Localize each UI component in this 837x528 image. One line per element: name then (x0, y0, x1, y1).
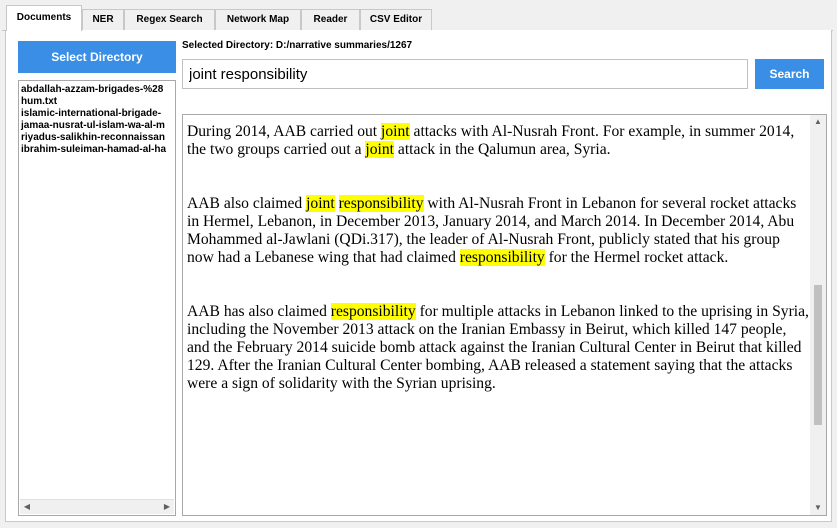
document-paragraph (187, 303, 809, 393)
paragraph-text: with Al-Nusrah Front in Lebanon for several rocket attacks in Hermel, Lebanon, in December 2013, January 2014, and March 2014. In December 2014, Abu Mohammed al-Jawlani (QDi.317), the leader of Al-Nusrah Front, publicly stated that his group now had a Lebanese wing that had claimed (187, 195, 797, 266)
tab-bar (0, 0, 837, 31)
tab-network-map[interactable]: Network Map (215, 9, 301, 30)
tab-regex-search[interactable]: Regex Search (124, 9, 215, 30)
document-paragraph (187, 195, 809, 267)
file-list-item[interactable]: riyadus-salikhin-reconnaissan (21, 132, 165, 143)
document-content (187, 123, 809, 429)
tab-reader[interactable]: Reader (301, 9, 360, 30)
paragraph-text: AAB has also claimed (187, 303, 331, 320)
file-list-item[interactable]: hum.txt (21, 96, 58, 107)
search-button[interactable]: Search (755, 59, 824, 89)
document-vertical-scrollbar[interactable] (810, 115, 826, 515)
file-items (20, 84, 175, 156)
search-highlight: joint (306, 195, 335, 212)
scroll-down-icon[interactable]: ▼ (814, 503, 822, 512)
search-highlight: responsibility (459, 249, 545, 266)
document-paragraph (187, 123, 809, 159)
search-highlight: joint (365, 141, 395, 158)
scroll-right-icon[interactable]: ▶ (163, 502, 171, 511)
search-highlight: joint (381, 123, 410, 140)
scroll-up-icon[interactable]: ▲ (814, 117, 822, 126)
paragraph-text: attack in the Qalumun area, Syria. (394, 141, 611, 158)
paragraph-text: AAB also claimed (187, 195, 307, 212)
paragraph-text: attacks with Al-Nusrah Front. For example, in summer 2014, the two groups carried out a (187, 123, 795, 158)
paragraph-text: for multiple attacks in Lebanon linked to the uprising in Syria, including the November 2013 attack on the Iranian Embassy in Beirut, which killed 147 people, and the February 2014 suicide bomb attack against the Iranian Cultural Center in Beirut that killed 129. After the Iranian Cultural Center bombing, AAB released a statement saying that the attacks were a sign of solidarity with the Syrian uprising. (187, 303, 809, 392)
tab-csv-editor[interactable]: CSV Editor (360, 9, 432, 30)
search-highlight: responsibility (338, 195, 424, 212)
tab-ner[interactable]: NER (82, 9, 124, 30)
search-input[interactable] (182, 59, 748, 89)
paragraph-text: During 2014, AAB carried out (187, 123, 382, 140)
document-text-area[interactable] (182, 114, 827, 516)
search-highlight: responsibility (330, 303, 416, 320)
scroll-left-icon[interactable]: ◀ (23, 502, 31, 511)
select-directory-button[interactable]: Select Directory (18, 41, 176, 73)
file-list-item[interactable]: islamic-international-brigade- (21, 108, 162, 119)
paragraph-text (335, 195, 339, 212)
file-list-item[interactable]: jamaa-nusrat-ul-islam-wa-al-m (21, 120, 165, 131)
tab-documents[interactable]: Documents (6, 5, 82, 31)
file-list-item[interactable]: ibrahim-suleiman-hamad-al-ha (21, 144, 167, 155)
paragraph-text: for the Hermel rocket attack. (544, 249, 729, 266)
file-list-item[interactable]: abdallah-azzam-brigades-%28 (21, 84, 164, 95)
file-list[interactable] (18, 80, 176, 516)
scrollbar-thumb[interactable] (814, 285, 822, 425)
file-list-horizontal-scrollbar[interactable] (20, 499, 174, 514)
selected-directory-label: Selected Directory: D:/narrative summaries/1267 (182, 40, 413, 51)
